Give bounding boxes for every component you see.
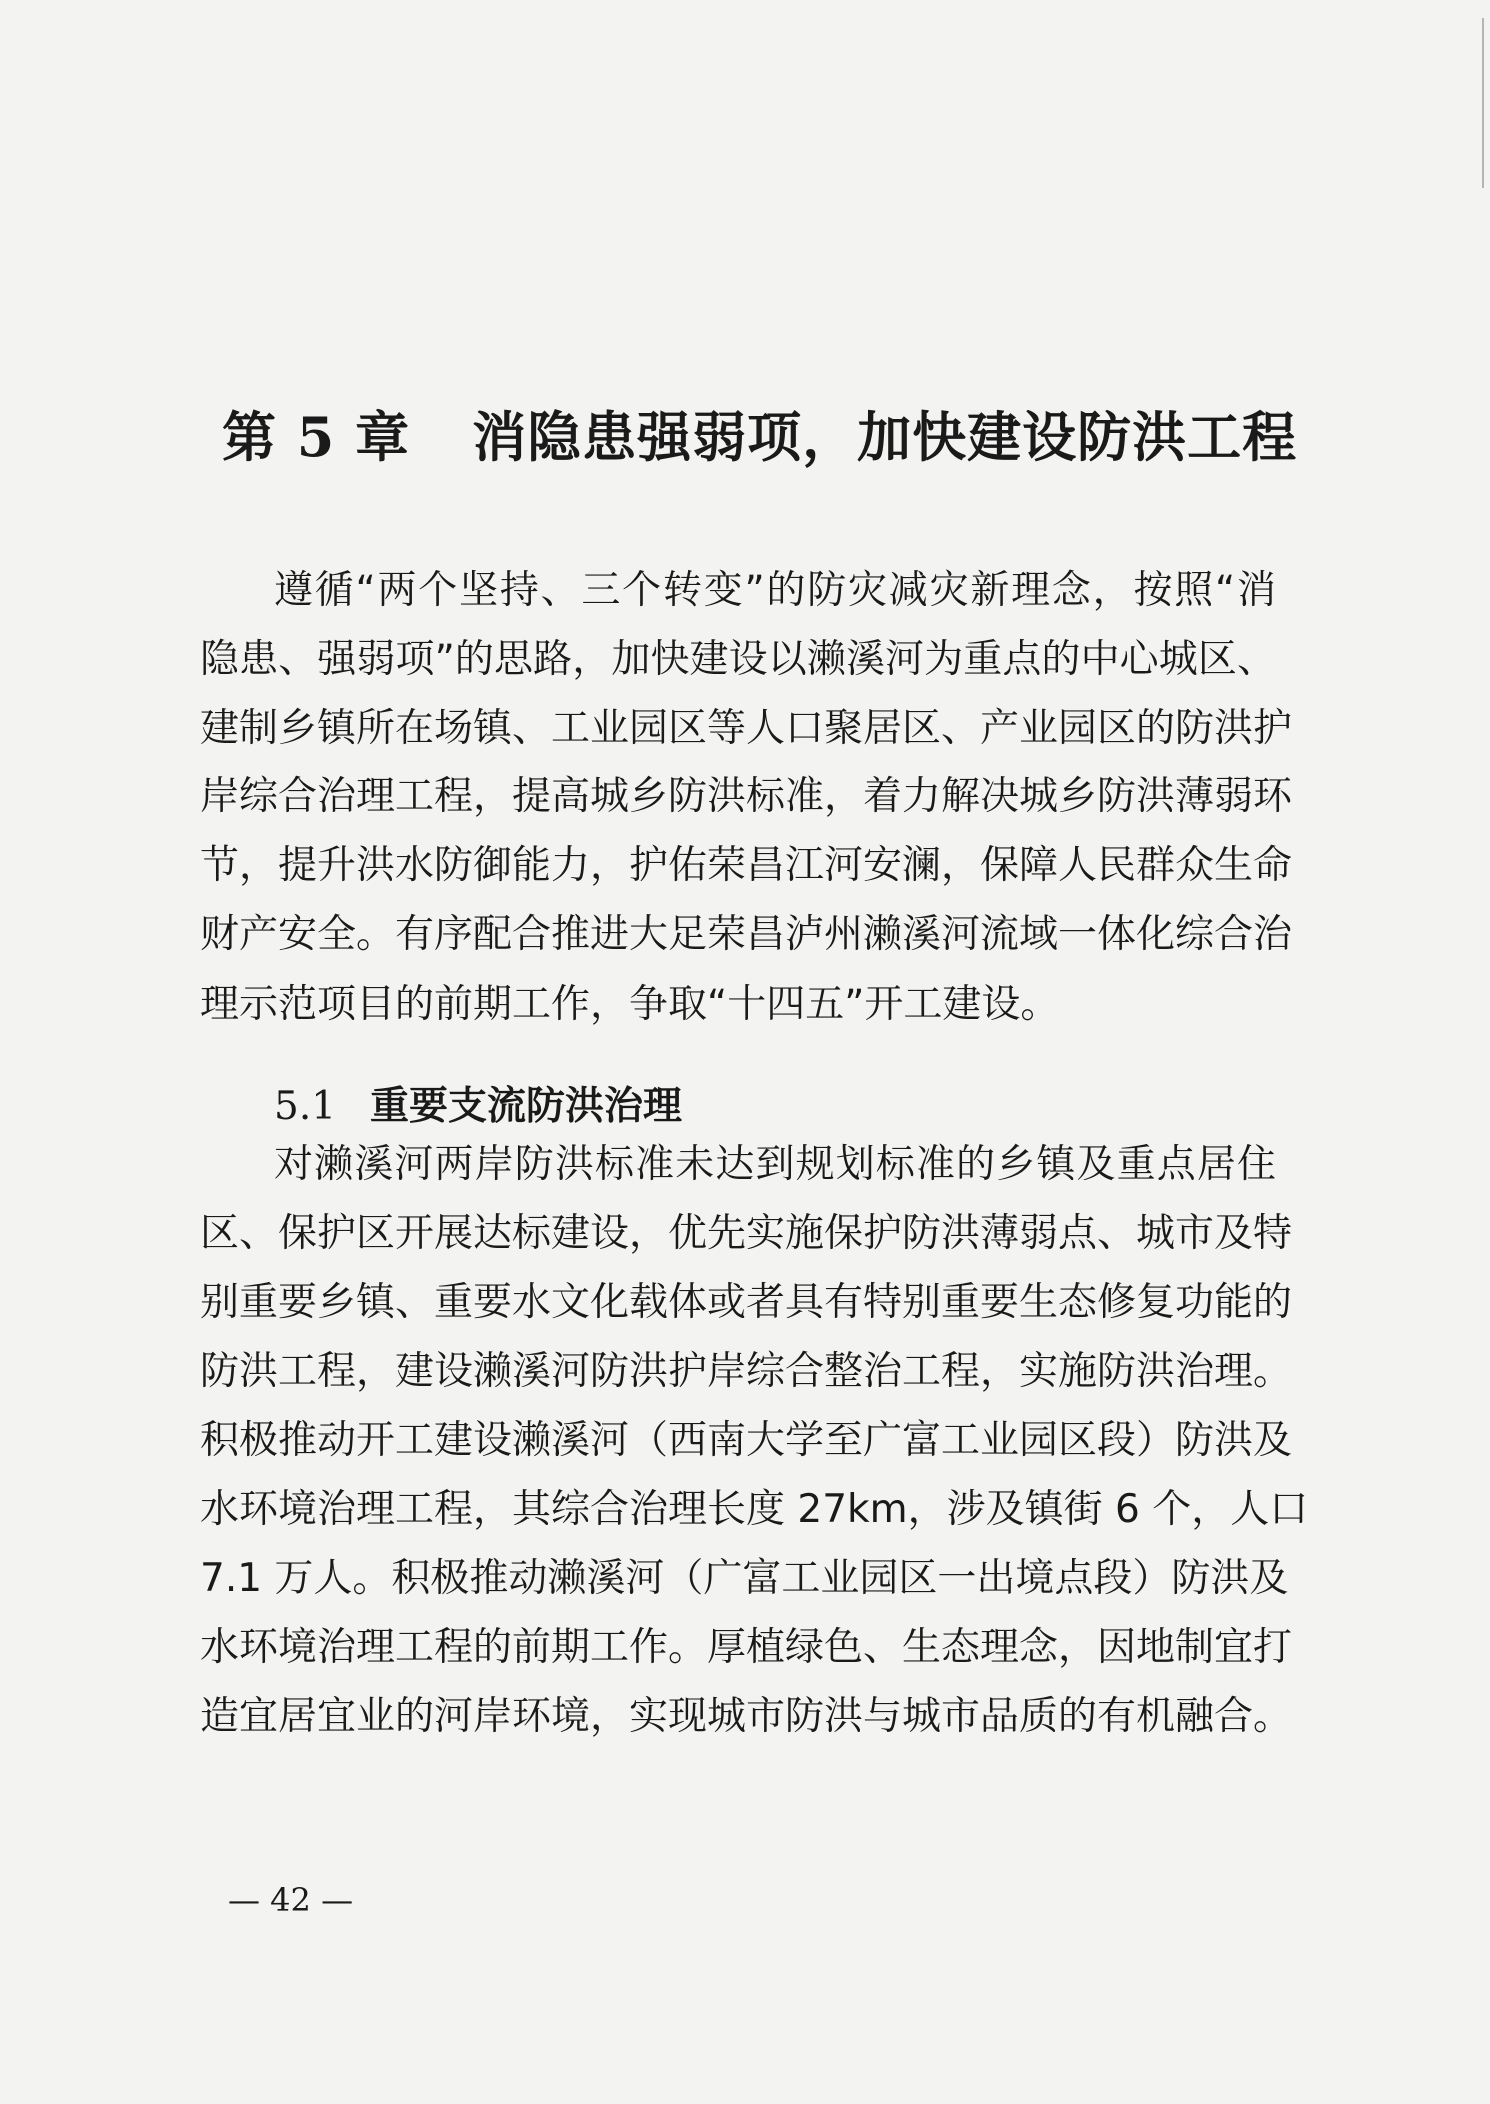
page-number: — 42 —: [228, 1881, 354, 1919]
section-number: 5.1: [274, 1084, 337, 1129]
intro-line-6: 财产安全。有序配合推进大足荣昌泸州濑溪河流域一体化综合治: [200, 912, 1293, 957]
section-line-1: 对濑溪河两岸防洪标准未达到规划标准的乡镇及重点居住: [274, 1142, 1276, 1187]
section-title: 重要支流防洪治理: [370, 1084, 683, 1129]
section-line-7: 7.1 万人。积极推动濑溪河（广富工业园区一出境点段）防洪及: [200, 1556, 1289, 1601]
intro-line-5: 节，提升洪水防御能力，护佑荣昌江河安澜，保障人民群众生命: [200, 843, 1293, 888]
section-heading: [274, 1075, 682, 1131]
intro-line-7: 理示范项目的前期工作，争取“十四五”开工建设。: [200, 982, 1060, 1027]
chapter-number: 第 5 章: [222, 405, 411, 469]
section-line-4: 防洪工程，建设濑溪河防洪护岸综合整治工程，实施防洪治理。: [200, 1349, 1293, 1394]
section-line-6: 水环境治理工程，其综合治理长度 27km，涉及镇街 6 个，人口: [200, 1487, 1309, 1532]
intro-line-3: 建制乡镇所在场镇、工业园区等人口聚居区、产业园区的防洪护: [200, 706, 1293, 751]
chapter-title: [222, 395, 1297, 472]
section-line-3: 别重要乡镇、重要水文化载体或者具有特别重要生态修复功能的: [200, 1280, 1293, 1325]
scan-edge-mark: [1482, 18, 1484, 188]
section-line-8: 水环境治理工程的前期工作。厚植绿色、生态理念，因地制宜打: [200, 1625, 1293, 1670]
intro-line-1: 遵循“两个坚持、三个转变”的防灾减灾新理念，按照“消: [274, 568, 1276, 613]
intro-line-4: 岸综合治理工程，提高城乡防洪标准，着力解决城乡防洪薄弱环: [200, 774, 1293, 819]
section-line-5: 积极推动开工建设濑溪河（西南大学至广富工业园区段）防洪及: [200, 1418, 1293, 1463]
section-line-9: 造宜居宜业的河岸环境，实现城市防洪与城市品质的有机融合。: [200, 1694, 1293, 1739]
section-line-2: 区、保护区开展达标建设，优先实施保护防洪薄弱点、城市及特: [200, 1211, 1293, 1256]
intro-line-2: 隐患、强弱项”的思路，加快建设以濑溪河为重点的中心城区、: [200, 637, 1276, 682]
chapter-title-text: 消隐患强弱项，加快建设防洪工程: [472, 405, 1298, 469]
